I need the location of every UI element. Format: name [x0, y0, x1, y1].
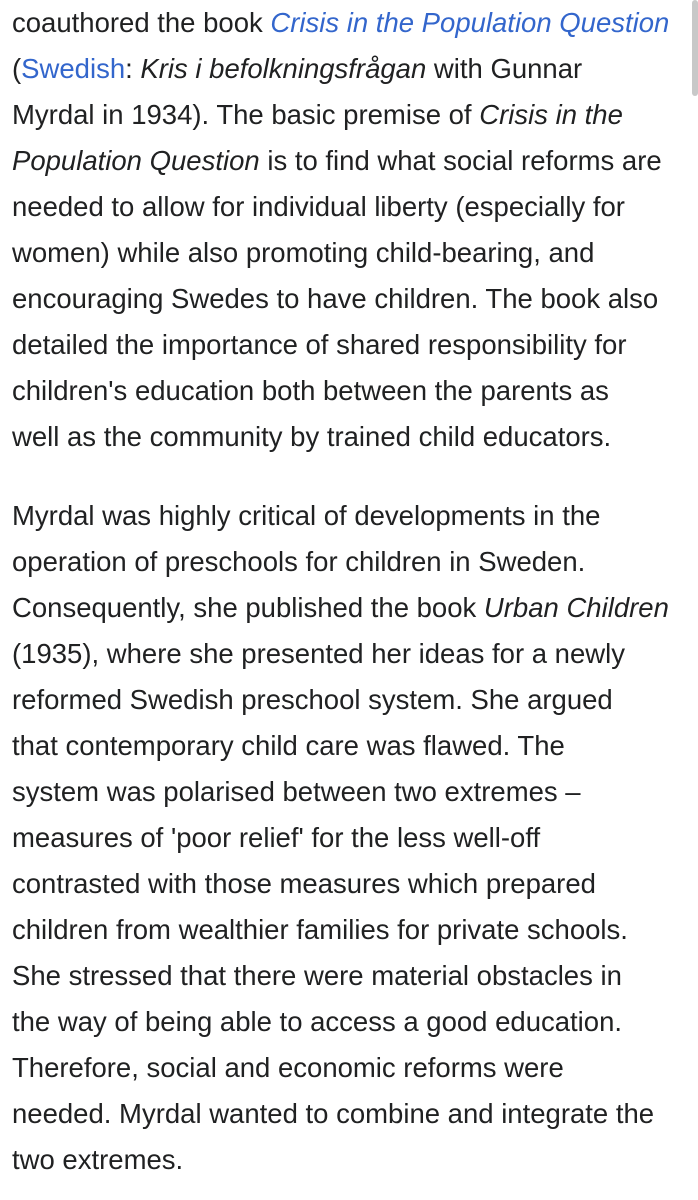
text-line — [12, 138, 690, 184]
text-segment: coauthored the book — [12, 7, 271, 38]
text-line: (1935), where she presented her ideas for a newly — [12, 638, 625, 669]
text-line: measures of 'poor relief' for the less well-off — [12, 822, 541, 853]
italic-title: Crisis in the — [479, 99, 623, 130]
text-segment: Consequently, she published the book — [12, 592, 484, 623]
link-text: Crisis in the Population Question — [270, 7, 670, 38]
text-segment: : — [125, 53, 141, 84]
text-line — [12, 92, 690, 138]
text-line — [12, 46, 690, 92]
text-line: children from wealthier families for private schools. — [12, 914, 628, 945]
text-line: well as the community by trained child educators. — [12, 421, 612, 452]
italic-title: Kris i befolkningsfrågan — [140, 53, 427, 84]
text-line: She stressed that there were material obstacles in — [12, 960, 622, 991]
text-line — [12, 585, 690, 631]
text-segment: ( — [12, 53, 22, 84]
text-line: children's education both between the parents as — [12, 375, 609, 406]
scrollbar-thumb[interactable] — [692, 0, 698, 96]
link-crisis-in-the-population-question[interactable] — [270, 7, 669, 38]
text-line: detailed the importance of shared responsibility for — [12, 329, 627, 360]
article-body — [12, 0, 690, 1183]
text-line: contrasted with those measures which prepared — [12, 868, 596, 899]
text-line: system was polarised between two extremes – — [12, 776, 581, 807]
paragraph-urban-children — [12, 493, 690, 1183]
text-line: reformed Swedish preschool system. She argued — [12, 684, 613, 715]
text-line: needed to allow for individual liberty (especially for — [12, 191, 625, 222]
paragraph-crisis-population — [12, 0, 690, 460]
text-line: needed. Myrdal wanted to combine and integrate the — [12, 1098, 655, 1129]
text-line: operation of preschools for children in Sweden. — [12, 546, 586, 577]
italic-title: Population Question — [12, 145, 260, 176]
italic-title: Urban Children — [483, 592, 669, 623]
text-line: women) while also promoting child-bearing, and — [12, 237, 595, 268]
text-line: the way of being able to access a good education. — [12, 1006, 623, 1037]
link-swedish[interactable]: Swedish — [21, 53, 126, 84]
text-line: that contemporary child care was flawed. The — [12, 730, 565, 761]
text-line: Myrdal was highly critical of developments in the — [12, 500, 601, 531]
text-line — [12, 0, 690, 46]
text-segment: Myrdal in 1934). The basic premise of — [12, 99, 480, 130]
text-line: encouraging Swedes to have children. The book also — [12, 283, 659, 314]
text-line: Therefore, social and economic reforms were — [12, 1052, 564, 1083]
text-line: two extremes. — [12, 1144, 184, 1175]
text-segment: with Gunnar — [426, 53, 583, 84]
text-segment: is to find what social reforms are — [259, 145, 662, 176]
